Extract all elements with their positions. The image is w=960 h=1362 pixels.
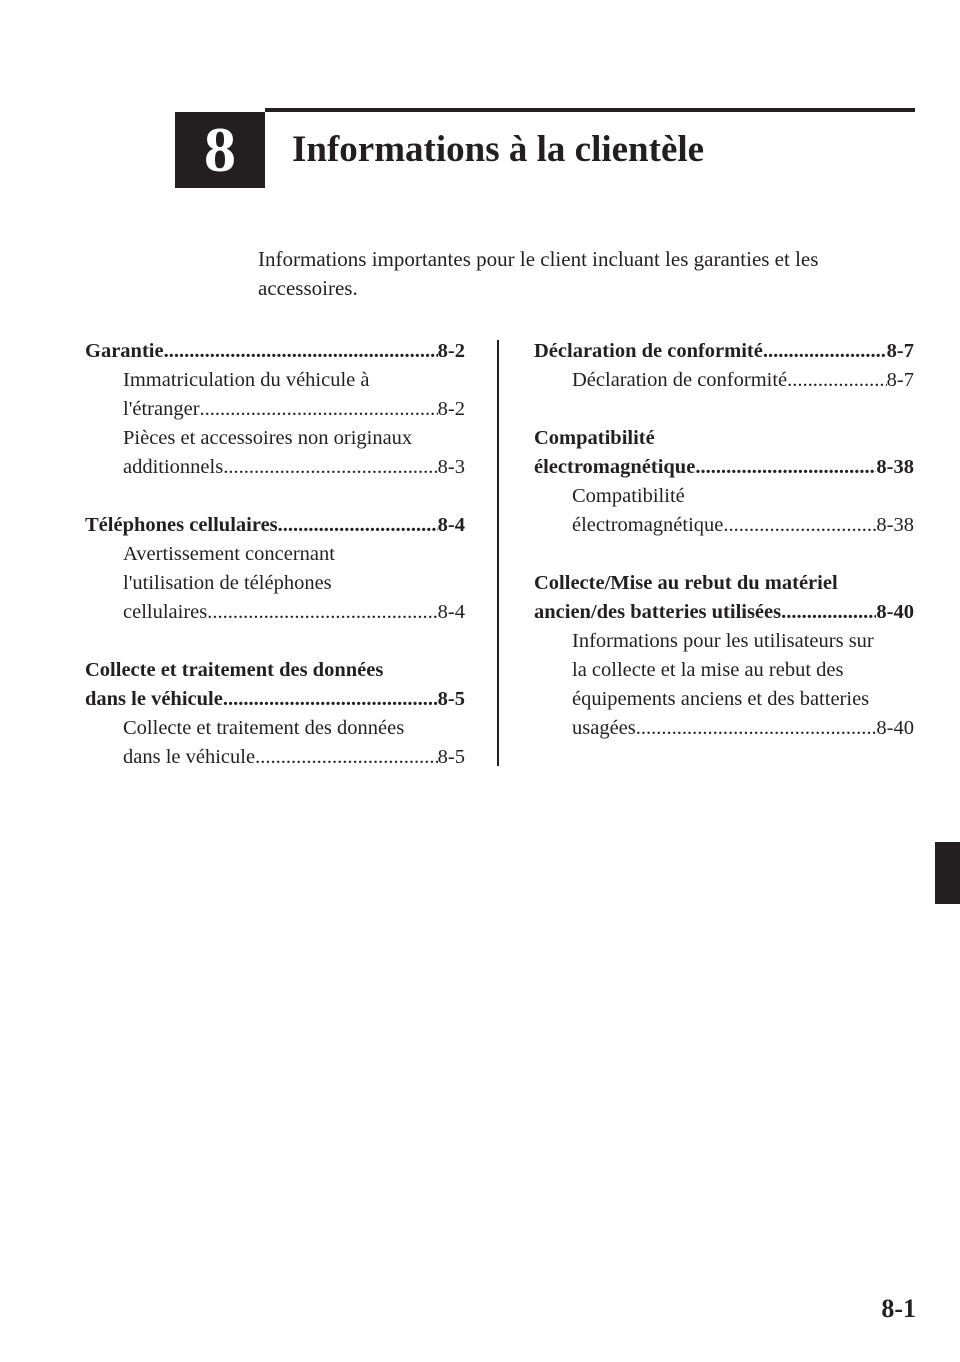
toc-entry-last-line bbox=[572, 511, 914, 540]
toc-entry[interactable] bbox=[534, 366, 914, 395]
dot-leader bbox=[763, 337, 887, 366]
toc-entry-text: l'étranger bbox=[123, 398, 200, 420]
toc-entry[interactable] bbox=[534, 482, 914, 540]
chapter-header-rule bbox=[265, 108, 915, 112]
toc-section bbox=[85, 337, 465, 482]
toc-entry-line: Pièces et accessoires non originaux bbox=[123, 427, 413, 449]
toc-entry-text: cellulaires bbox=[123, 601, 208, 623]
dot-leader bbox=[636, 714, 877, 743]
toc-entry-last-line bbox=[123, 743, 465, 772]
toc-section-title: électromagnétique bbox=[534, 456, 696, 478]
toc-section-title: Téléphones cellulaires bbox=[85, 514, 278, 536]
toc-entry-page: 8-5 bbox=[437, 746, 465, 768]
chapter-intro: Informations importantes pour le client incluant les garanties et les accessoires. bbox=[258, 247, 819, 300]
toc-entry[interactable] bbox=[85, 540, 465, 627]
toc-section-page: 8-4 bbox=[437, 514, 465, 536]
dot-leader bbox=[223, 453, 437, 482]
toc-section-link[interactable] bbox=[534, 337, 914, 366]
toc-entry-line: la collecte et la mise au rebut des bbox=[572, 659, 844, 681]
toc-section bbox=[534, 569, 914, 743]
dot-leader bbox=[781, 598, 876, 627]
toc-entry-text: Déclaration de conformité bbox=[572, 369, 788, 391]
chapter-thumb-tab bbox=[935, 842, 960, 904]
toc-entry-page: 8-38 bbox=[876, 514, 914, 536]
toc-section-title: Garantie bbox=[85, 340, 164, 362]
column-divider bbox=[497, 340, 499, 766]
chapter-number-box bbox=[175, 112, 265, 188]
toc-entry-line: Avertissement concernant bbox=[123, 543, 335, 565]
toc-entry[interactable] bbox=[85, 366, 465, 424]
toc-section-page: 8-40 bbox=[876, 601, 914, 623]
toc-entry-line: Immatriculation du véhicule à bbox=[123, 369, 370, 391]
toc-entry-page: 8-7 bbox=[886, 369, 914, 391]
toc-entry-text: dans le véhicule bbox=[123, 746, 256, 768]
dot-leader bbox=[207, 598, 437, 627]
toc-section-title-line: Collecte et traitement des données bbox=[85, 659, 384, 681]
toc-entry-line: Collecte et traitement des données bbox=[123, 717, 405, 739]
chapter-title: Informations à la clientèle bbox=[292, 129, 705, 170]
toc-section-title-line: Compatibilité bbox=[534, 427, 655, 449]
toc-entry-text: additionnels bbox=[123, 456, 224, 478]
toc-entry-last-line bbox=[572, 366, 914, 395]
dot-leader bbox=[164, 337, 438, 366]
toc-entry[interactable] bbox=[85, 714, 465, 772]
toc-section bbox=[85, 511, 465, 627]
toc-entry[interactable] bbox=[534, 627, 914, 743]
dot-leader bbox=[278, 511, 438, 540]
toc-section-title: ancien/des batteries utilisées bbox=[534, 601, 782, 623]
toc-section-link[interactable] bbox=[85, 685, 465, 714]
toc-section-link[interactable] bbox=[534, 453, 914, 482]
toc-section bbox=[534, 424, 914, 540]
toc-section bbox=[534, 337, 914, 395]
toc-entry-line: Compatibilité bbox=[572, 485, 685, 507]
dot-leader bbox=[255, 743, 438, 772]
dot-leader bbox=[695, 453, 876, 482]
toc-entry[interactable] bbox=[85, 424, 465, 482]
toc-section-page: 8-2 bbox=[437, 340, 465, 362]
toc-entry-last-line bbox=[123, 395, 465, 424]
toc-entry-line: équipements anciens et des batteries bbox=[572, 688, 870, 710]
dot-leader bbox=[200, 395, 438, 424]
toc-entry-line: l'utilisation de téléphones bbox=[123, 572, 332, 594]
toc-entry-text: électromagnétique bbox=[572, 514, 724, 536]
toc-right-column bbox=[534, 337, 914, 772]
toc-section bbox=[85, 656, 465, 772]
chapter-number: 8 bbox=[204, 114, 236, 185]
toc-section-page: 8-5 bbox=[437, 688, 465, 710]
toc-section-title: dans le véhicule bbox=[85, 688, 223, 710]
toc-entry-page: 8-3 bbox=[437, 456, 465, 478]
dot-leader bbox=[223, 685, 438, 714]
toc-entry-text: usagées bbox=[572, 717, 636, 739]
toc-entry-page: 8-40 bbox=[876, 717, 914, 739]
toc-entry-line: Informations pour les utilisateurs sur bbox=[572, 630, 874, 652]
toc-entry-last-line bbox=[123, 598, 465, 627]
toc-section-link[interactable] bbox=[85, 511, 465, 540]
dot-leader bbox=[787, 366, 887, 395]
toc-section-link[interactable] bbox=[534, 598, 914, 627]
page-number: 8-1 bbox=[881, 1294, 916, 1323]
toc-section-link[interactable] bbox=[85, 337, 465, 366]
dot-leader bbox=[723, 511, 876, 540]
toc-section-title-line: Collecte/Mise au rebut du matériel bbox=[534, 572, 838, 594]
toc-left-column bbox=[85, 337, 465, 801]
toc-entry-last-line bbox=[123, 453, 465, 482]
toc-entry-last-line bbox=[572, 714, 914, 743]
toc-entry-page: 8-4 bbox=[437, 601, 465, 623]
toc-entry-page: 8-2 bbox=[437, 398, 465, 420]
toc-section-page: 8-7 bbox=[886, 340, 914, 362]
toc-section-title: Déclaration de conformité bbox=[534, 340, 763, 362]
toc-section-page: 8-38 bbox=[876, 456, 914, 478]
